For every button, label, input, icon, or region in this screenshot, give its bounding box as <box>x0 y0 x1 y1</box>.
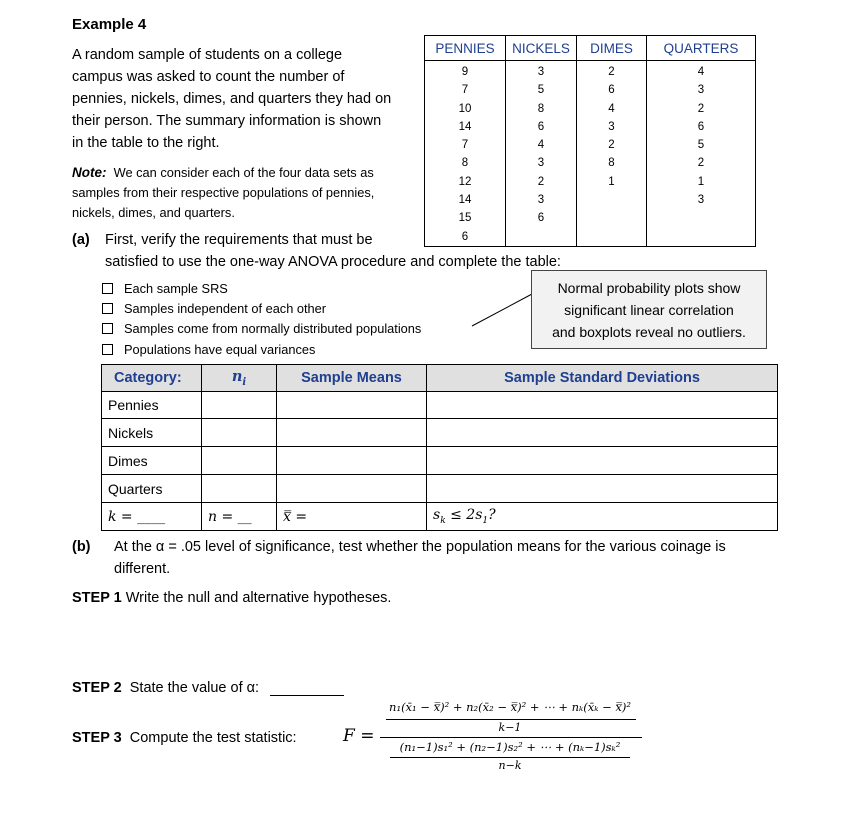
coin-count-cell: 14 <box>458 194 472 207</box>
coin-count-cell: 7 <box>461 84 469 97</box>
step-label: STEP 1 <box>72 590 122 606</box>
coin-count-cell: 4 <box>697 66 705 78</box>
coin-count-cell: 6 <box>608 84 615 97</box>
coin-count-cell: 15 <box>458 212 472 225</box>
coin-count-cell: 3 <box>537 157 545 170</box>
coin-count-cell: 6 <box>537 212 545 225</box>
formula-num-top: n₁(x̄₁ − x̿)² + n₂(x̄₂ − x̿)² + ⋯ + nₖ(x̄ₖ − x̿)² <box>389 700 631 714</box>
part-b-label: (b) <box>72 539 91 555</box>
n-cell[interactable] <box>201 475 276 502</box>
requirements-checklist <box>102 278 421 360</box>
coin-count-cell: 8 <box>608 157 615 170</box>
step-1: STEP 1 Write the null and alternative hypotheses. <box>72 590 392 606</box>
callout-pointer <box>470 290 540 330</box>
n-cell[interactable] <box>201 419 276 446</box>
formula-lhs: F = <box>343 726 375 746</box>
checklist-item[interactable]: Samples independent of each other <box>102 298 421 318</box>
part-b-line: At the α = .05 level of significance, test whether the population means for the various coinage is <box>114 539 726 555</box>
intro-line: in the table to the right. <box>72 135 220 151</box>
part-b <box>72 536 726 580</box>
n-cell[interactable] <box>201 391 276 418</box>
row-label: Pennies <box>108 396 159 413</box>
coin-count-cell: 2 <box>608 139 615 152</box>
coin-count-cell: 1 <box>697 175 705 188</box>
formula-inner-bar <box>386 719 636 720</box>
part-a-line: satisfied to use the one-way ANOVA procedure and complete the table: <box>105 254 561 270</box>
coin-count-cell: 8 <box>537 102 545 115</box>
step-label: STEP 3 <box>72 730 122 746</box>
callout-line: and boxplots reveal no outliers. <box>552 324 746 340</box>
checklist-item[interactable]: Populations have equal variances <box>102 339 421 359</box>
grand-mean-field[interactable]: x̿ = <box>283 508 308 525</box>
row-label: Nickels <box>108 424 154 441</box>
checkbox[interactable] <box>102 303 113 314</box>
table-row <box>101 447 778 475</box>
checklist-item[interactable]: Each sample SRS <box>102 278 421 298</box>
formula-den-top: (n₁−1)s₁² + (n₂−1)s₂² + ⋯ + (nₖ−1)sₖ² <box>399 740 621 754</box>
header-category: Category: <box>114 370 182 386</box>
step-2: STEP 2 State the value of α: <box>72 680 260 696</box>
coin-count-cell: 2 <box>537 175 545 188</box>
table-row <box>101 419 778 447</box>
note-line: nickels, dimes, and quarters. <box>72 205 235 220</box>
header-nickels: NICKELS <box>506 36 577 61</box>
checkbox[interactable] <box>102 283 113 294</box>
coin-count-cell: 6 <box>461 230 469 243</box>
mean-cell[interactable] <box>276 447 426 474</box>
summary-table <box>101 364 778 531</box>
intro-paragraph <box>72 44 422 154</box>
std-cell[interactable] <box>426 447 778 474</box>
coin-count-cell: 3 <box>697 194 705 207</box>
formula-inner-bar <box>390 757 630 758</box>
intro-line: their person. The summary information is shown <box>72 113 382 129</box>
header-sample-std: Sample Standard Deviations <box>504 370 700 386</box>
coin-count-cell: 5 <box>537 84 545 97</box>
part-a-label: (a) <box>72 232 90 248</box>
header-pennies: PENNIES <box>425 36 506 61</box>
coin-count-cell: 14 <box>458 120 472 133</box>
coin-count-cell: 2 <box>697 102 705 115</box>
coin-count-cell: 6 <box>537 120 545 133</box>
coin-count-cell: 3 <box>697 84 705 97</box>
coin-count-cell: 9 <box>461 66 469 78</box>
callout-box <box>531 270 767 349</box>
row-label: Quarters <box>108 480 163 497</box>
mean-cell[interactable] <box>276 419 426 446</box>
std-cell[interactable] <box>426 419 778 446</box>
note-paragraph <box>72 163 374 223</box>
coin-count-cell: 12 <box>458 175 472 188</box>
alpha-answer-line[interactable] <box>270 695 344 696</box>
header-sample-means: Sample Means <box>301 370 402 386</box>
intro-line: A random sample of students on a college <box>72 47 343 63</box>
coin-count-cell: 3 <box>608 120 615 133</box>
std-cell[interactable] <box>426 391 778 418</box>
n-total-field[interactable]: n = __ <box>208 508 252 525</box>
coin-count-cell: 10 <box>458 102 472 115</box>
coin-count-cell: 4 <box>608 102 615 115</box>
coin-count-cell: 3 <box>537 66 545 78</box>
sk-condition: $s_k \le 2s_1$? <box>433 507 496 526</box>
nickels-column <box>506 61 576 228</box>
formula-den-bottom: n−k <box>498 759 522 772</box>
part-b-line: different. <box>114 561 171 577</box>
mean-cell[interactable] <box>276 475 426 502</box>
quarters-column <box>647 61 755 209</box>
checklist-item[interactable]: Samples come from normally distributed populations <box>102 319 421 339</box>
note-line: samples from their respective populations of pennies, <box>72 185 375 200</box>
formula-main-bar <box>380 737 642 738</box>
checkbox[interactable] <box>102 323 113 334</box>
part-a-line: First, verify the requirements that must be <box>105 232 373 248</box>
header-quarters: QUARTERS <box>647 36 756 61</box>
coin-count-cell: 5 <box>697 139 705 152</box>
callout-line: significant linear correlation <box>564 302 734 318</box>
step-3: STEP 3 Compute the test statistic: <box>72 730 297 746</box>
header-n: $n_i$ <box>231 368 247 388</box>
coin-count-cell: 3 <box>537 194 545 207</box>
coin-count-cell: 6 <box>697 120 705 133</box>
n-cell[interactable] <box>201 447 276 474</box>
note-label: Note: <box>72 165 107 180</box>
summary-footer-row <box>101 503 778 531</box>
summary-header-row <box>101 364 778 392</box>
std-cell[interactable] <box>426 475 778 502</box>
coin-count-cell: 4 <box>537 139 545 152</box>
callout-line: Normal probability plots show <box>557 280 741 296</box>
row-label: Dimes <box>108 452 148 469</box>
header-dimes: DIMES <box>577 36 647 61</box>
table-row <box>101 475 778 503</box>
coin-count-cell: 8 <box>461 157 469 170</box>
k-field[interactable]: k = ____ <box>108 508 166 525</box>
coin-count-cell: 2 <box>697 157 705 170</box>
coin-count-cell: 1 <box>608 175 615 188</box>
checkbox[interactable] <box>102 344 113 355</box>
formula-num-bottom: k−1 <box>498 721 522 734</box>
coin-count-cell: 2 <box>608 66 615 78</box>
intro-line: campus was asked to count the number of <box>72 69 345 85</box>
pennies-column <box>425 61 505 246</box>
part-a <box>72 229 561 273</box>
mean-cell[interactable] <box>276 391 426 418</box>
example-title: Example 4 <box>72 16 147 33</box>
coin-count-cell: 7 <box>461 139 469 152</box>
note-line: We can consider each of the four data sets as <box>113 165 374 180</box>
intro-line: pennies, nickels, dimes, and quarters they had on <box>72 91 392 107</box>
step-label: STEP 2 <box>72 680 122 696</box>
coin-data-table <box>424 35 756 247</box>
table-row <box>101 391 778 419</box>
dimes-column <box>577 61 646 191</box>
